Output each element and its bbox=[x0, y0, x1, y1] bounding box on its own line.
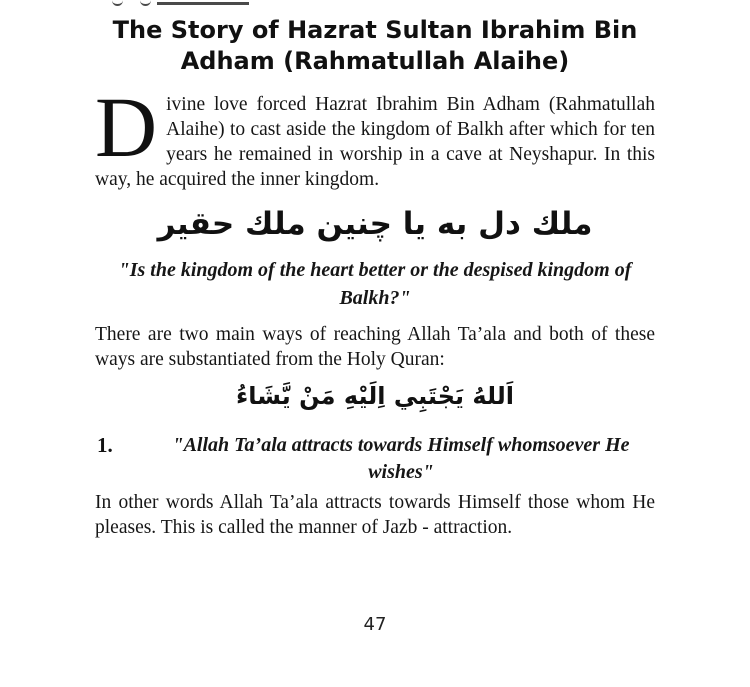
jazb-paragraph: In other words Allah Ta’ala attracts towards Himself those whom He pleases. This is called the manner of Jazb - attraction. bbox=[95, 492, 655, 538]
arabic-quran-verse: اَللهُ يَجْتَبِي اِلَيْهِ مَنْ يَّشَاءُ bbox=[236, 382, 514, 410]
drop-cap: D bbox=[95, 79, 158, 175]
persian-verse-translation: "Is the kingdom of the heart better or the despised kingdom of Balkh?" bbox=[118, 259, 632, 309]
clipped-underline-bar bbox=[157, 2, 249, 5]
page-title-line1: The Story of Hazrat Sultan Ibrahim Bin bbox=[112, 16, 638, 44]
page-number: 47 bbox=[363, 614, 387, 635]
page-title bbox=[95, 15, 655, 77]
clipped-text-mark bbox=[140, 0, 151, 6]
intro-paragraph bbox=[95, 79, 655, 192]
page-content bbox=[95, 15, 655, 540]
numbered-point-1 bbox=[95, 432, 655, 486]
intro-paragraph-text: ivine love forced Hazrat Ibrahim Bin Adham (Rahmatullah Alaihe) to cast aside the kingdom of Balkh after which for ten years he remained in worship in a cave at Neyshapur. In this way, he acquired the inner kingdom. bbox=[95, 94, 655, 190]
clipped-header-artifact bbox=[0, 0, 300, 9]
page-title-line2: Adham (Rahmatullah Alaihe) bbox=[180, 47, 570, 75]
point-quote: "Allah Ta’ala attracts towards Himself whomsoever He wishes" bbox=[172, 434, 630, 483]
clipped-text-mark bbox=[112, 0, 123, 6]
point-number: 1. bbox=[97, 433, 113, 457]
persian-verse: ملك دل به يا چنين ملك حقير bbox=[157, 206, 593, 242]
two-ways-paragraph: There are two main ways of reaching Allah Ta’ala and both of these ways are substantiated from the Holy Quran: bbox=[95, 324, 655, 370]
